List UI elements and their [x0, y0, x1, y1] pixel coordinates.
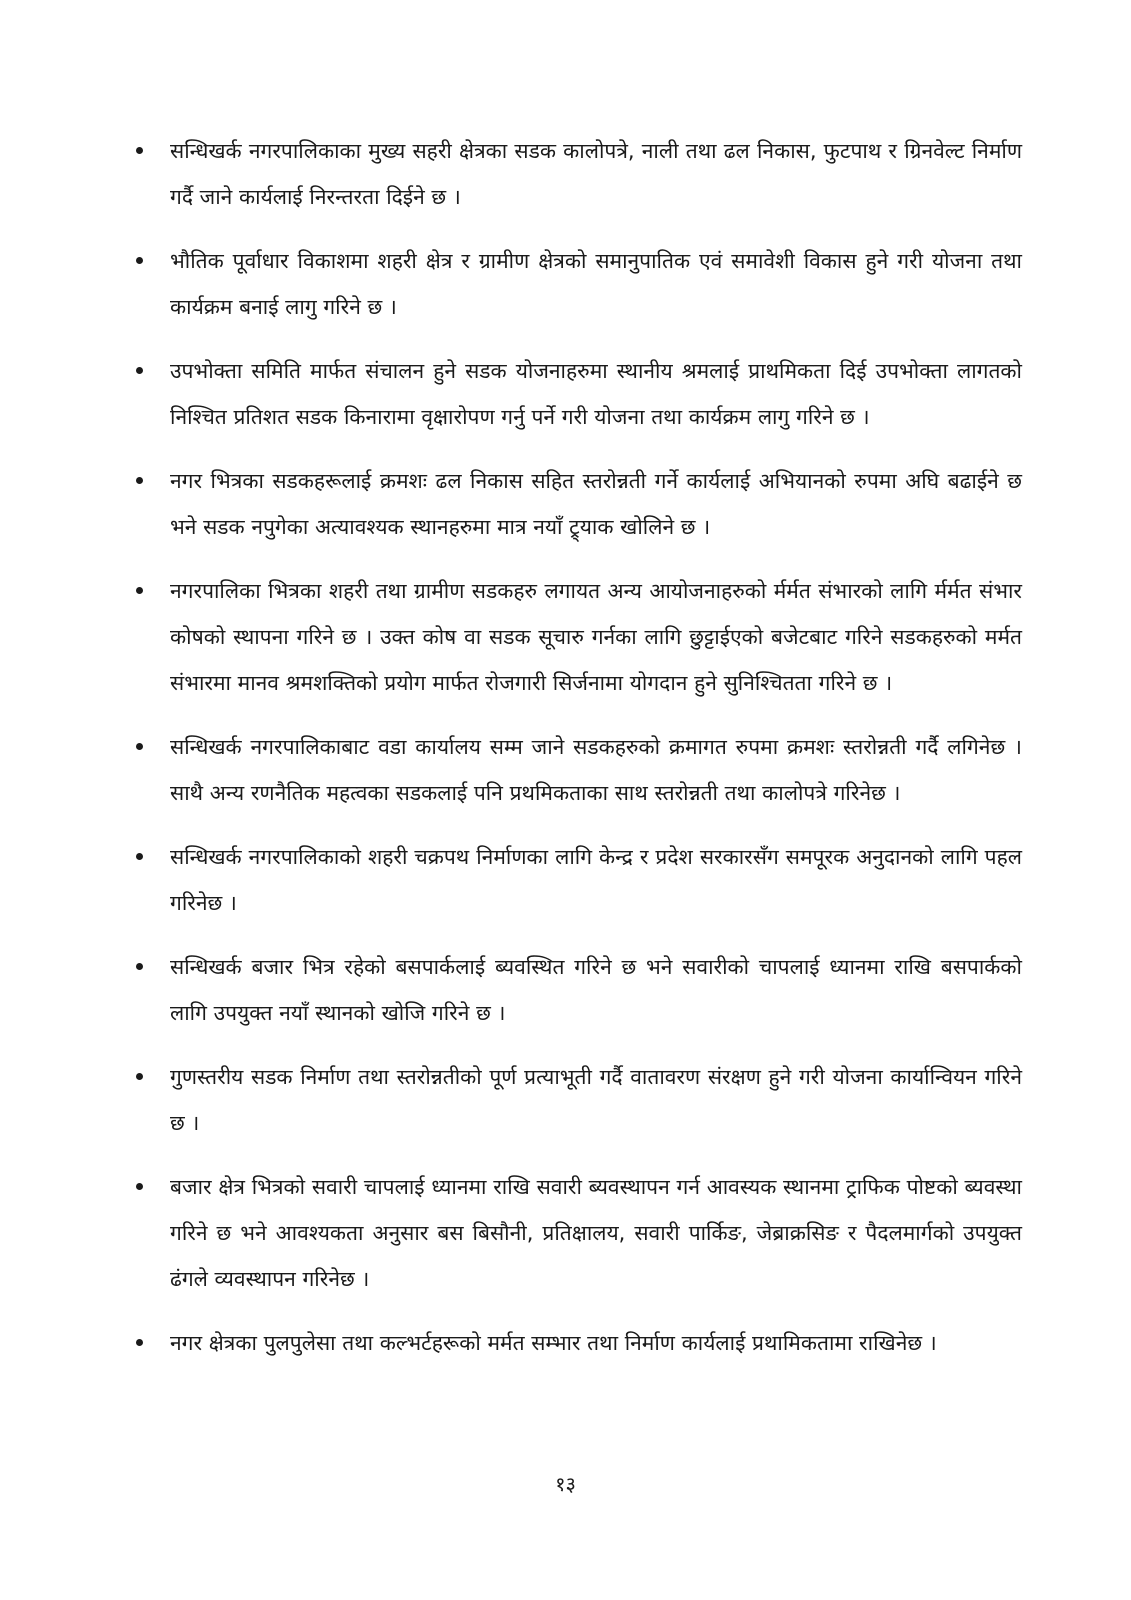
list-item	[130, 128, 1022, 220]
list-item	[130, 834, 1022, 926]
list-item	[130, 348, 1022, 440]
list-item	[130, 1320, 1022, 1366]
list-item	[130, 1054, 1022, 1146]
list-item	[130, 458, 1022, 550]
list-item-text: उपभोक्ता समिति मार्फत संचालन हुने सडक योजनाहरुमा स्थानीय श्रमलाई प्राथमिकता दिई उपभोक्ता लागतको निश्चित प्रतिशत सडक किनारामा वृक्षारोपण गर्नु पर्ने गरी योजना तथा कार्यक्रम लागु गरिने छ ।	[170, 359, 1022, 429]
bullet-icon	[136, 587, 143, 594]
list-item-text: नगरपालिका भित्रका शहरी तथा ग्रामीण सडकहरु लगायत अन्य आयोजनाहरुको र्मर्मत संभारको लागि र्मर्मत संभार कोषको स्थापना गरिने छ । उक्त कोष वा सडक सूचारु गर्नका लागि छुट्टाईएको बजेटबाट गरिने सडकहरुको मर्मत संभारमा मानव श्रमशक्तिको प्रयोग मार्फत रोजगारी सिर्जनामा योगदान हुने सुनिश्चितता गरिने छ ।	[170, 579, 1022, 695]
list-item-text: सन्धिखर्क नगरपालिकाका मुख्य सहरी क्षेत्रका सडक कालोपत्रे, नाली तथा ढल निकास, फुटपाथ र ग्रिनवेल्ट निर्माण गर्दै जाने कार्यलाई निरन्तरता दिईने छ ।	[170, 139, 1022, 209]
bullet-icon	[136, 367, 143, 374]
list-item-text: नगर भित्रका सडकहरूलाई क्रमशः ढल निकास सहित स्तरोन्नती गर्ने कार्यलाई अभियानको रुपमा अघि बढाईने छ भने सडक नपुगेका अत्यावश्यक स्थानहरुमा मात्र नयाँ ट्र्याक खोलिने छ ।	[170, 469, 1022, 539]
list-item	[130, 568, 1022, 706]
bullet-icon	[136, 1073, 143, 1080]
list-item-text: गुणस्तरीय सडक निर्माण तथा स्तरोन्नतीको पूर्ण प्रत्याभूती गर्दै वातावरण संरक्षण हुने गरी योजना कार्यान्वियन गरिने छ ।	[170, 1065, 1022, 1135]
bullet-icon	[136, 477, 143, 484]
bullet-icon	[136, 257, 143, 264]
bullet-icon	[136, 853, 143, 860]
bullet-icon	[136, 963, 143, 970]
list-item-text: सन्धिखर्क बजार भित्र रहेको बसपार्कलाई ब्यवस्थित गरिने छ भने सवारीको चापलाई ध्यानमा राखि बसपार्कको लागि उपयुक्त नयाँ स्थानको खोजि गरिने छ ।	[170, 955, 1022, 1025]
list-item-text: बजार क्षेत्र भित्रको सवारी चापलाई ध्यानमा राखि सवारी ब्यवस्थापन गर्न आवस्यक स्थानमा ट्राफिक पोष्टको ब्यवस्था गरिने छ भने आवश्यकता अनुसार बस बिसौनी, प्रतिक्षालय, सवारी पार्किङ, जेब्राक्रसिङ र पैदलमार्गको उपयुक्त ढंगले व्यवस्थापन गरिनेछ ।	[170, 1175, 1022, 1291]
bullet-list	[130, 128, 1022, 1384]
bullet-icon	[136, 743, 143, 750]
bullet-icon	[136, 1183, 143, 1190]
list-item	[130, 238, 1022, 330]
list-item-text: सन्धिखर्क नगरपालिकाबाट वडा कार्यालय सम्म जाने सडकहरुको क्रमागत रुपमा क्रमशः स्तरोन्नती गर्दै लगिनेछ । साथै अन्य रणनैतिक महत्वका सडकलाई पनि प्रथमिकताका साथ स्तरोन्नती तथा कालोपत्रे गरिनेछ ।	[170, 735, 1022, 805]
list-item-text: सन्धिखर्क नगरपालिकाको शहरी चक्रपथ निर्माणका लागि केन्द्र र प्रदेश सरकारसँग समपूरक अनुदानको लागि पहल गरिनेछ ।	[170, 845, 1022, 915]
list-item-text: भौतिक पूर्वाधार विकाशमा शहरी क्षेत्र र ग्रामीण क्षेत्रको समानुपातिक एवं समावेशी विकास हुने गरी योजना तथा कार्यक्रम बनाई लागु गरिने छ ।	[170, 249, 1022, 319]
list-item	[130, 1164, 1022, 1302]
list-item	[130, 944, 1022, 1036]
page-number: १३	[555, 1472, 576, 1496]
bullet-icon	[136, 1339, 143, 1346]
list-item-text: नगर क्षेत्रका पुलपुलेसा तथा कल्भर्टहरूको मर्मत सम्भार तथा निर्माण कार्यलाई प्रथामिकतामा राखिनेछ ।	[170, 1331, 937, 1355]
list-item	[130, 724, 1022, 816]
bullet-icon	[136, 147, 143, 154]
